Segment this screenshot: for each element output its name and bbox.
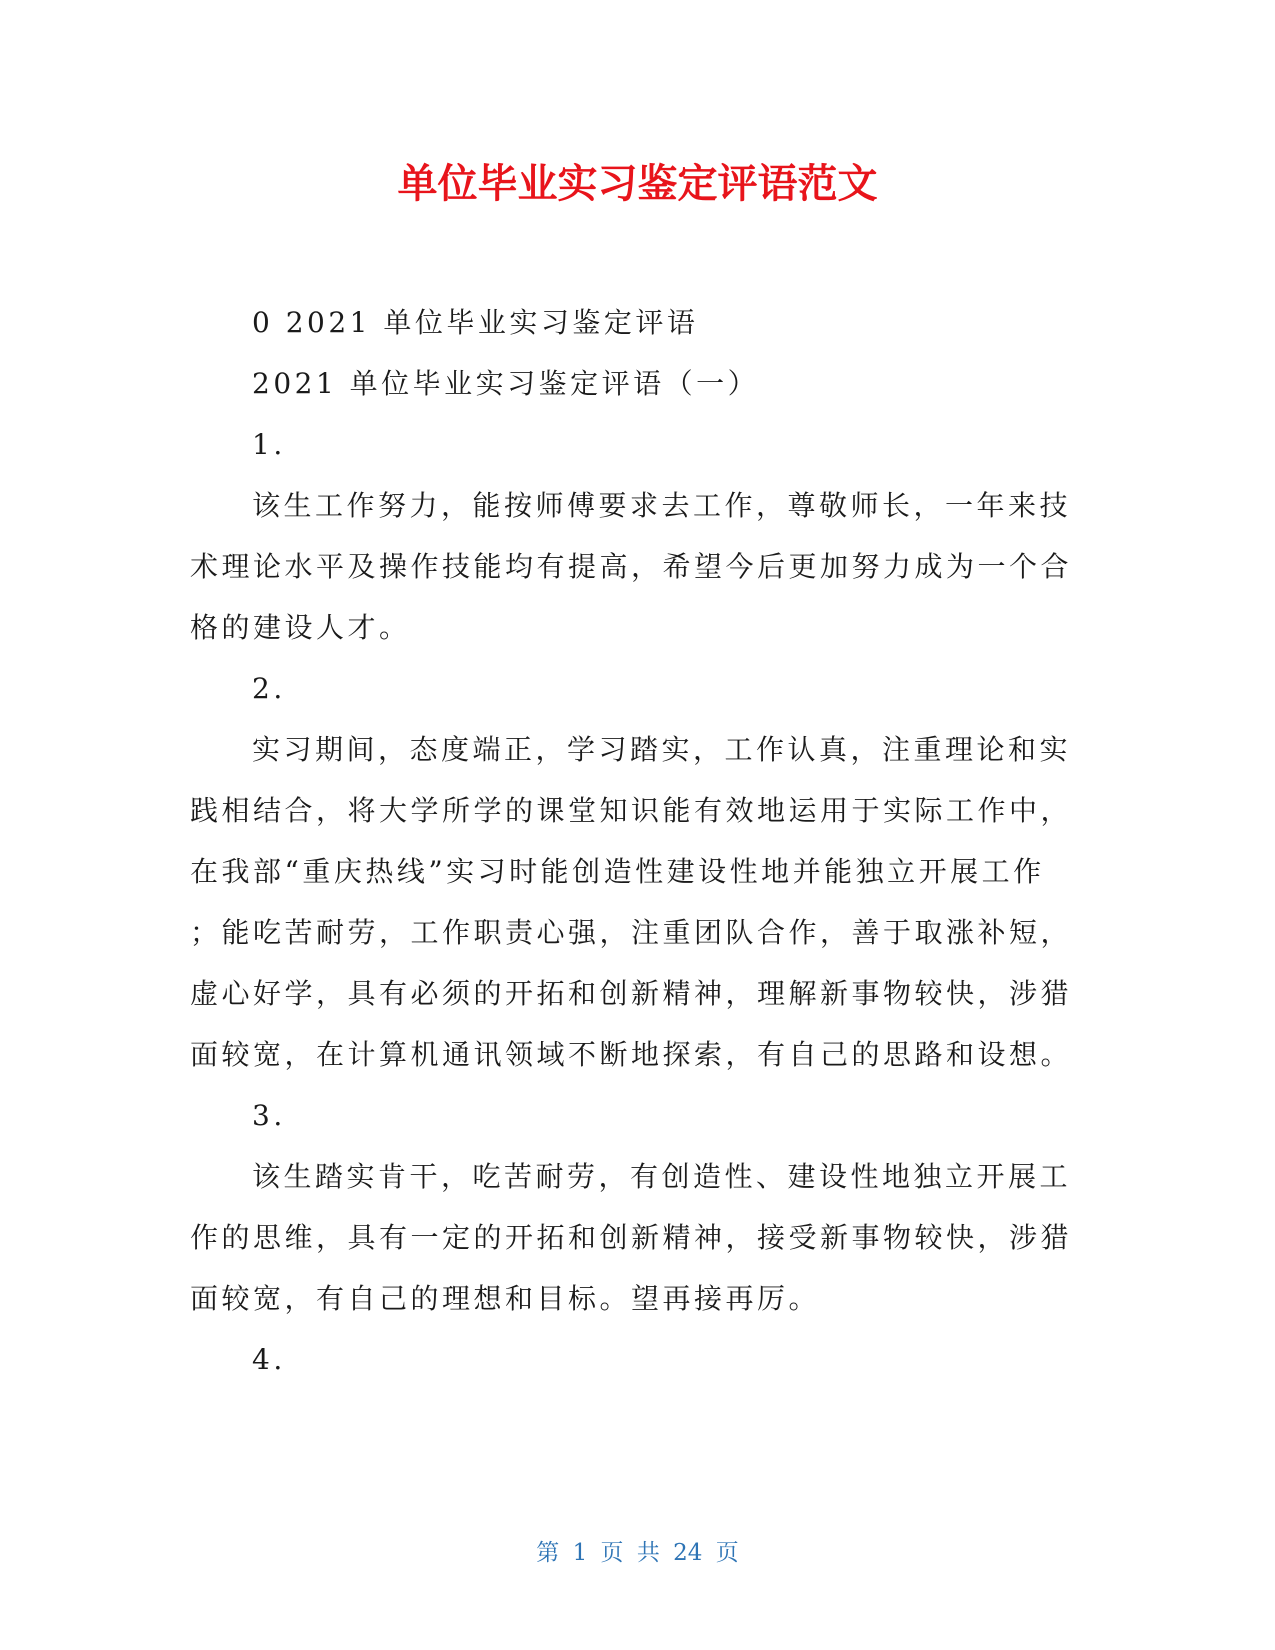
document-body — [190, 292, 1073, 1390]
heading-line: 0 2021 单位毕业实习鉴定评语 — [252, 306, 699, 339]
paragraph-line: 面较宽，在计算机通讯领域不断地探索，有自己的思路和设想。 — [190, 1038, 1073, 1071]
paragraph-line: 实习期间，态度端正，学习踏实，工作认真，注重理论和实 — [252, 733, 1072, 766]
paragraph-line: 作的思维，具有一定的开拓和创新精神，接受新事物较快，涉猎 — [190, 1221, 1073, 1254]
item-number: 1. — [252, 428, 286, 461]
document-title: 单位毕业实习鉴定评语范文 — [397, 161, 878, 207]
paragraph-line: ；能吃苦耐劳，工作职责心强，注重团队合作，善于取涨补短， — [190, 916, 1073, 949]
item-number: 2. — [252, 672, 286, 705]
section-heading: 2021 单位毕业实习鉴定评语（一） — [252, 367, 760, 400]
item-number: 3. — [252, 1099, 286, 1132]
paragraph-line: 在我部“重庆热线”实习时能创造性建设性地并能独立开展工作 — [190, 855, 1045, 888]
paragraph-line: 践相结合，将大学所学的课堂知识能有效地运用于实际工作中， — [190, 794, 1073, 827]
paragraph-line: 格的建设人才。 — [190, 611, 411, 644]
paragraph-line: 该生工作努力，能按师傅要求去工作，尊敬师长，一年来技 — [252, 489, 1072, 522]
paragraph-line: 该生踏实肯干，吃苦耐劳，有创造性、建设性地独立开展工 — [252, 1160, 1072, 1193]
page-number: 第 1 页 共 24 页 — [536, 1540, 739, 1566]
item-number: 4. — [252, 1343, 286, 1376]
paragraph-line: 面较宽，有自己的理想和目标。望再接再厉。 — [190, 1282, 821, 1315]
paragraph-line: 术理论水平及操作技能均有提高，希望今后更加努力成为一个合 — [190, 550, 1073, 583]
paragraph-line: 虚心好学，具有必须的开拓和创新精神，理解新事物较快，涉猎 — [190, 977, 1073, 1010]
